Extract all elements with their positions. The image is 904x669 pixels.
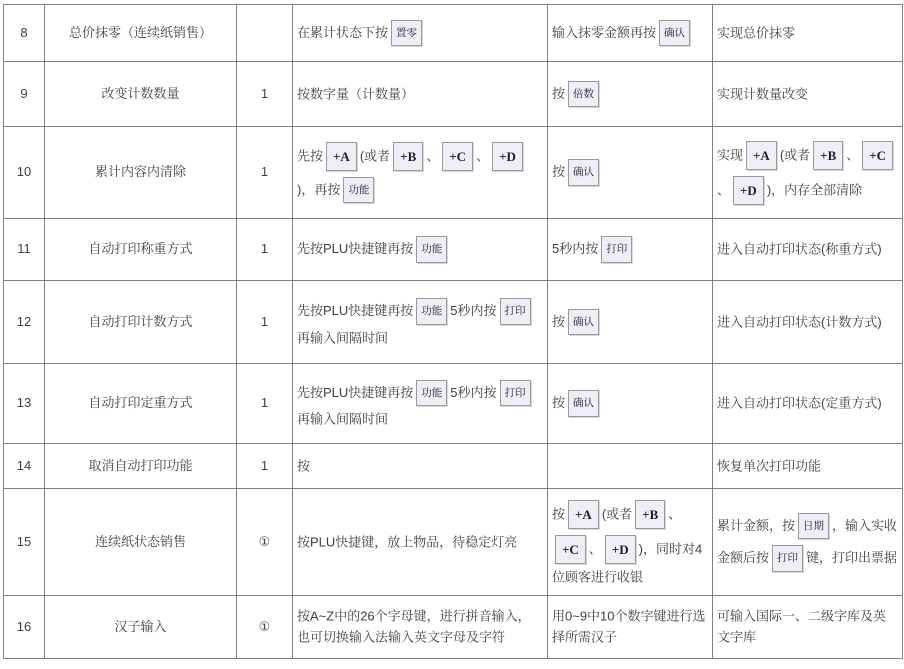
row-number-cell: 14: [4, 444, 45, 489]
key-plus-a: +A: [326, 142, 357, 171]
cell-text: 、: [426, 148, 440, 164]
input-steps-cell: [548, 5, 713, 62]
times-cell: 1: [237, 444, 293, 489]
key-confirm: 确认: [659, 20, 690, 47]
result-cell: [713, 62, 903, 127]
key-confirm: 确认: [568, 309, 599, 336]
result-cell: [713, 127, 903, 219]
operation-steps-cell: [293, 281, 548, 364]
row-number-cell: 10: [4, 127, 45, 219]
cell-text: ，输入实收金额后按: [717, 517, 898, 566]
input-steps-cell: [548, 364, 713, 444]
cell-text: 、: [717, 181, 731, 197]
cell-text: 实现计数量改变: [717, 86, 809, 102]
operation-name-cell: 自动打印定重方式: [45, 364, 237, 444]
input-steps-cell: [548, 489, 713, 596]
result-cell: [713, 596, 903, 659]
table-row: [4, 5, 903, 62]
table-row: [4, 596, 903, 659]
input-steps-cell: [548, 62, 713, 127]
cell-text: )，同时对4位顾客进行收银: [552, 541, 703, 585]
cell-text: 按: [552, 85, 566, 101]
key-print: 打印: [601, 236, 632, 263]
cell-text: 按: [552, 313, 566, 329]
operation-name-cell: 改变计数数量: [45, 62, 237, 127]
key-plus-a: +A: [746, 141, 777, 170]
cell-text: 按PLU快捷键，放上物品，待稳定灯亮: [297, 534, 518, 550]
operation-steps-cell: [293, 444, 548, 489]
operation-name-cell: 自动打印称重方式: [45, 219, 237, 281]
cell-text: 按: [552, 164, 566, 180]
cell-text: 5秒内按: [450, 303, 497, 319]
key-confirm: 确认: [568, 159, 599, 186]
table-row: [4, 219, 903, 281]
operation-name-cell: 累计内容内清除: [45, 127, 237, 219]
cell-text: 在累计状态下按: [297, 24, 389, 40]
cell-text: 进入自动打印状态(称重方式): [717, 241, 882, 257]
row-number-cell: 13: [4, 364, 45, 444]
times-cell: 1: [237, 127, 293, 219]
cell-text: 、: [588, 541, 602, 557]
operation-steps-cell: [293, 62, 548, 127]
table-row: [4, 281, 903, 364]
times-cell: 1: [237, 62, 293, 127]
operation-name-cell: 汉子输入: [45, 596, 237, 659]
operation-name-cell: 自动打印计数方式: [45, 281, 237, 364]
cell-text: 、: [846, 146, 860, 162]
table-row: [4, 444, 903, 489]
key-print: 打印: [500, 298, 531, 325]
cell-text: 5秒内按: [552, 241, 599, 257]
row-number-cell: 16: [4, 596, 45, 659]
result-cell: [713, 219, 903, 281]
times-cell: ①: [237, 489, 293, 596]
key-zero: 置零: [391, 20, 422, 47]
key-confirm: 确认: [568, 390, 599, 417]
operation-name-cell: 总价抹零（连续纸销售）: [45, 5, 237, 62]
key-plus-b: +B: [813, 141, 843, 170]
result-cell: [713, 489, 903, 596]
key-plus-d: +D: [733, 176, 764, 205]
key-function: 功能: [416, 236, 447, 263]
times-cell: ①: [237, 596, 293, 659]
cell-text: 5秒内按: [450, 385, 497, 401]
cell-text: 按: [552, 395, 566, 411]
cell-text: 先按PLU快捷键再按: [297, 241, 414, 257]
cell-text: 先按: [297, 148, 324, 164]
row-number-cell: 8: [4, 5, 45, 62]
row-number-cell: 9: [4, 62, 45, 127]
result-cell: [713, 364, 903, 444]
key-print: 打印: [500, 380, 531, 407]
input-steps-cell: [548, 596, 713, 659]
cell-text: 再输入间隔时间: [297, 330, 389, 346]
operation-steps-cell: [293, 489, 548, 596]
key-plus-b: +B: [393, 142, 423, 171]
cell-text: )，再按: [297, 181, 341, 197]
times-cell: 1: [237, 219, 293, 281]
key-plus-c: +C: [862, 141, 893, 170]
operation-table-body: [4, 5, 903, 659]
cell-text: )，内存全部清除: [766, 181, 863, 197]
input-steps-cell: [548, 281, 713, 364]
cell-text: 可输入国际一、二级字库及英文字库: [717, 608, 887, 645]
operation-name-cell: 取消自动打印功能: [45, 444, 237, 489]
operation-steps-cell: [293, 127, 548, 219]
cell-text: 键，打印出票据: [806, 550, 898, 566]
cell-text: 输入抹零金额再按: [552, 24, 657, 40]
key-plus-d: +D: [605, 535, 636, 564]
key-plus-c: +C: [442, 142, 473, 171]
cell-text: 进入自动打印状态(定重方式): [717, 395, 882, 411]
cell-text: 先按PLU快捷键再按: [297, 385, 414, 401]
cell-text: 用0~9中10个数字键进行选择所需汉子: [552, 608, 706, 645]
table-row: [4, 127, 903, 219]
input-steps-cell: [548, 219, 713, 281]
cell-text: 累计金额，按: [717, 517, 796, 533]
cell-text: 按A~Z中的26个字母键，进行拼音输入，也可切换输入法输入英文字母及字符: [297, 608, 531, 645]
operation-steps-cell: [293, 219, 548, 281]
key-multiple: 倍数: [568, 81, 599, 108]
cell-text: 恢复单次打印功能: [717, 458, 822, 474]
table-row: [4, 489, 903, 596]
row-number-cell: 15: [4, 489, 45, 596]
key-function: 功能: [343, 177, 374, 204]
cell-text: 先按PLU快捷键再按: [297, 303, 414, 319]
operation-name-cell: 连续纸状态销售: [45, 489, 237, 596]
result-cell: [713, 281, 903, 364]
cell-text: 实现: [717, 146, 744, 162]
key-date: 日期: [798, 513, 829, 540]
cell-text: 按数字量（计数量）: [297, 86, 415, 102]
input-steps-cell: [548, 444, 713, 489]
input-steps-cell: [548, 127, 713, 219]
cell-text: 按: [552, 506, 566, 522]
key-plus-d: +D: [492, 142, 523, 171]
cell-text: (或者: [601, 506, 633, 522]
operation-steps-cell: [293, 5, 548, 62]
row-number-cell: 12: [4, 281, 45, 364]
cell-text: 进入自动打印状态(计数方式): [717, 314, 882, 330]
cell-text: 再输入间隔时间: [297, 411, 389, 427]
cell-text: 实现总价抹零: [717, 25, 796, 41]
key-print: 打印: [772, 545, 803, 572]
operation-table: [3, 4, 903, 659]
key-function: 功能: [416, 380, 447, 407]
row-number-cell: 11: [4, 219, 45, 281]
table-row: [4, 62, 903, 127]
key-plus-a: +A: [568, 500, 599, 529]
operation-steps-cell: [293, 596, 548, 659]
cell-text: (或者: [359, 148, 391, 164]
key-plus-c: +C: [555, 535, 586, 564]
table-row: [4, 364, 903, 444]
cell-text: 按: [297, 458, 311, 474]
result-cell: [713, 5, 903, 62]
cell-text: 、: [668, 506, 682, 522]
key-function: 功能: [416, 298, 447, 325]
times-cell: 1: [237, 364, 293, 444]
operation-steps-cell: [293, 364, 548, 444]
times-cell: [237, 5, 293, 62]
cell-text: (或者: [779, 146, 811, 162]
result-cell: [713, 444, 903, 489]
cell-text: 、: [476, 148, 490, 164]
times-cell: 1: [237, 281, 293, 364]
key-plus-b: +B: [635, 500, 665, 529]
